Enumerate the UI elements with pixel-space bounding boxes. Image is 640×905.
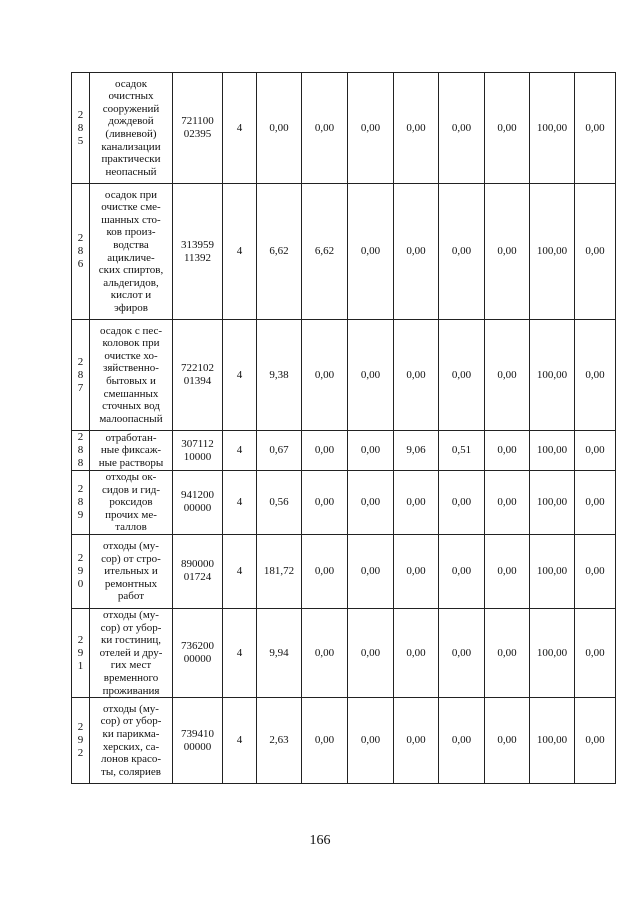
value-cell: 0,00 [439,73,485,184]
value-cell: 181,72 [257,534,302,608]
fkko-code-line: 313959 [181,238,214,251]
value-cell: 0,00 [485,534,530,608]
waste-name-line: отходы ок- [105,471,157,483]
value-cell: 0,00 [485,698,530,784]
row-number-cell [72,431,90,471]
waste-name-line: осадок при [104,188,158,201]
waste-name-cell [90,698,173,784]
value-cell: 0,00 [394,471,439,535]
fkko-code-line: 11392 [183,251,212,264]
fkko-code-line: 736200 [181,640,214,653]
fkko-code-line: 00000 [183,653,212,666]
value-cell: 0,00 [302,471,348,535]
waste-name-line: кислот и [110,289,152,302]
value-cell: 0,00 [575,471,616,535]
value-cell: 0,67 [257,431,302,471]
value-cell: 100,00 [530,184,575,320]
waste-name-line: херских, са- [102,740,160,753]
value-cell: 0,00 [575,608,616,697]
value-cell: 0,00 [439,471,485,535]
value-cell: 0,00 [348,73,394,184]
fkko-code-line: 941200 [181,489,214,502]
row-number-cell [72,320,90,431]
value-cell: 100,00 [530,698,575,784]
value-cell: 9,94 [257,608,302,697]
row-number: 288 [77,431,84,469]
waste-name-line: малоопасный [99,412,163,425]
fkko-code-line: 10000 [183,450,212,463]
waste-name-cell [90,73,173,184]
value-cell: 0,00 [257,73,302,184]
fkko-code-line: 00000 [183,502,212,515]
fkko-code-cell [173,471,223,535]
fkko-code-line: 01724 [183,571,212,584]
row-number: 287 [77,355,84,394]
waste-name-line: отходы (му- [103,539,159,552]
waste-name-line: ских спиртов, [98,264,164,277]
row-number: 290 [77,551,84,590]
row-number: 286 [77,232,84,270]
waste-name-line: коловок при [102,337,160,350]
table-row [72,534,616,608]
waste-name-line: сор) от убор- [100,715,162,728]
hazard-class-cell: 4 [223,471,257,535]
waste-name-line: ты, соляриев [101,765,161,778]
value-cell: 0,00 [302,698,348,784]
waste-name-line: прочих ме- [105,508,157,521]
waste-name-line: дождевой [108,115,154,128]
waste-name-line: шанных сто- [101,213,161,226]
value-cell: 100,00 [530,534,575,608]
waste-name-line: временного [103,671,159,684]
waste-name-line: смешанных [103,387,159,400]
table-row [72,184,616,320]
waste-name-line: гих мест [110,659,152,672]
fkko-code-cell [173,698,223,784]
value-cell: 0,00 [348,698,394,784]
value-cell: 9,06 [394,431,439,471]
waste-name-line: водства [113,238,149,251]
value-cell: 0,00 [485,471,530,535]
value-cell: 0,00 [348,320,394,431]
waste-name-line: отработан- [105,431,157,444]
row-number-cell [72,73,90,184]
value-cell: 0,00 [348,431,394,471]
waste-name-cell [90,184,173,320]
hazard-class-cell: 4 [223,608,257,697]
value-cell: 0,00 [575,534,616,608]
hazard-class-cell: 4 [223,184,257,320]
waste-name-cell [90,534,173,608]
waste-name-cell [90,471,173,535]
value-cell: 0,00 [575,698,616,784]
fkko-code-cell [173,534,223,608]
fkko-code-line: 739410 [181,727,214,740]
value-cell: 0,00 [575,184,616,320]
value-cell: 100,00 [530,320,575,431]
value-cell: 0,00 [302,608,348,697]
fkko-code-line: 721100 [181,115,214,127]
fkko-code-line: 02395 [183,128,212,140]
waste-name-line: ков произ- [106,226,156,239]
fkko-code-cell [173,184,223,320]
hazard-class-cell: 4 [223,698,257,784]
value-cell: 0,00 [302,431,348,471]
fkko-code-cell [173,608,223,697]
hazard-class-cell: 4 [223,431,257,471]
value-cell: 0,56 [257,471,302,535]
row-number: 292 [77,721,84,760]
value-cell: 0,00 [575,73,616,184]
value-cell: 0,00 [348,184,394,320]
value-cell: 0,00 [394,608,439,697]
waste-name-line: канализации [101,140,161,153]
waste-name-line: очистных [108,90,154,103]
value-cell: 0,00 [485,320,530,431]
table-row [72,698,616,784]
fkko-code-line: 00000 [183,740,212,753]
waste-name-cell [90,608,173,697]
fkko-code-cell [173,431,223,471]
waste-name-line: ки парикма- [102,728,160,741]
value-cell: 6,62 [257,184,302,320]
waste-name-line: осадок с пес- [99,324,163,337]
value-cell: 0,00 [439,608,485,697]
value-cell: 0,00 [394,698,439,784]
value-cell: 6,62 [302,184,348,320]
waste-name-line: очистке хо- [104,349,158,362]
value-cell: 0,00 [439,534,485,608]
row-number: 289 [77,482,84,521]
value-cell: 0,00 [302,534,348,608]
value-cell: 100,00 [530,431,575,471]
waste-name-cell [90,431,173,471]
value-cell: 0,00 [439,698,485,784]
waste-name-line: работ [117,590,145,603]
waste-name-line: ные фиксаж- [100,444,162,457]
waste-name-line: ные растворы [98,456,164,469]
fkko-code-cell [173,320,223,431]
fkko-code-cell [173,73,223,184]
value-cell: 0,51 [439,431,485,471]
row-number-cell [72,608,90,697]
table-row [72,471,616,535]
waste-name-line: таллов [115,521,147,534]
value-cell: 0,00 [485,608,530,697]
value-cell: 0,00 [348,471,394,535]
value-cell: 0,00 [394,320,439,431]
value-cell: 0,00 [394,73,439,184]
value-cell: 0,00 [394,534,439,608]
row-number: 291 [77,633,84,672]
value-cell: 100,00 [530,73,575,184]
waste-name-line: ацикличе- [107,251,155,264]
waste-name-line: бытовых и [106,375,156,387]
value-cell: 0,00 [439,184,485,320]
waste-name-line: проживания [102,684,160,697]
waste-name-line: зяйственно- [103,362,159,375]
fkko-code-line: 307112 [181,437,214,450]
waste-name-line: практически [101,153,161,166]
value-cell: 0,00 [439,320,485,431]
value-cell: 0,00 [348,534,394,608]
waste-name-line: отходы (му- [103,702,159,715]
hazard-class-cell: 4 [223,534,257,608]
waste-name-line: лонов красо- [100,753,162,766]
waste-name-cell [90,320,173,431]
waste-name-line: эфиров [114,301,148,314]
table-row [72,431,616,471]
waste-name-line: ремонтных [104,577,158,590]
waste-name-line: альдегидов, [103,276,159,289]
waste-name-line: сточных вод [102,400,160,413]
table-row [72,73,616,184]
waste-name-line: неопасный [105,165,157,178]
value-cell: 0,00 [394,184,439,320]
row-number-cell [72,184,90,320]
row-number: 285 [77,108,84,147]
value-cell: 100,00 [530,608,575,697]
fkko-code-line: 01394 [183,375,212,387]
hazard-class-cell: 4 [223,320,257,431]
value-cell: 100,00 [530,471,575,535]
value-cell: 0,00 [575,431,616,471]
value-cell: 0,00 [302,73,348,184]
value-cell: 0,00 [302,320,348,431]
waste-name-line: сооружений [102,102,160,115]
waste-name-line: роксидов [109,496,153,509]
waste-name-line: (ливневой) [105,128,157,140]
value-cell: 0,00 [575,320,616,431]
page-number: 166 [309,833,331,848]
value-cell: 0,00 [348,608,394,697]
value-cell: 0,00 [485,73,530,184]
table-row [72,320,616,431]
table-row [72,608,616,697]
waste-name-line: ки гостиниц, [101,634,161,647]
row-number-cell [72,471,90,535]
waste-name-line: сидов и гид- [101,483,161,496]
waste-name-line: сор) от стро- [101,552,161,565]
waste-name-line: отходы (му- [103,608,159,621]
fkko-code-line: 890000 [181,558,214,571]
value-cell: 0,00 [485,431,530,471]
waste-name-line: отелей и дру- [99,646,163,659]
value-cell: 9,38 [257,320,302,431]
waste-name-line: осадок [114,77,148,90]
hazard-class-cell: 4 [223,73,257,184]
row-number-cell [72,534,90,608]
waste-name-line: ительных и [104,565,158,578]
fkko-code-line: 722102 [181,362,214,374]
value-cell: 0,00 [485,184,530,320]
waste-name-line: сор) от убор- [100,621,162,634]
waste-name-line: очистке сме- [101,201,161,214]
table-body [72,73,616,784]
row-number-cell [72,698,90,784]
waste-table [71,72,616,784]
value-cell: 2,63 [257,698,302,784]
